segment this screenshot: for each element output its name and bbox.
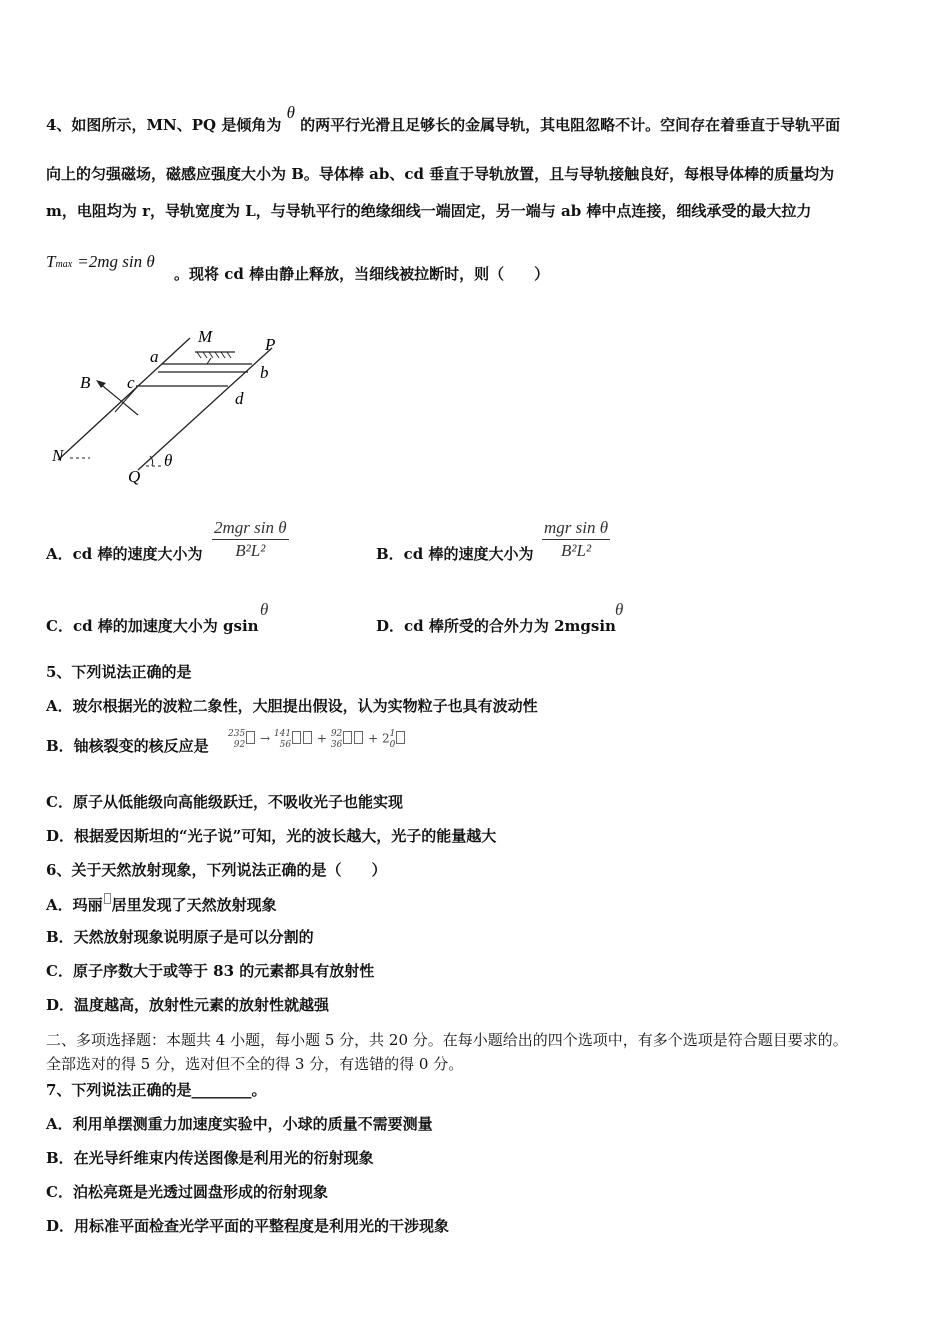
label-theta: θ [164, 451, 173, 470]
q6-option-a-part: 居里发现了天然放射现象 [111, 896, 277, 914]
arrow-glyph: → [260, 731, 271, 746]
formula-eq: =2mg sin θ [77, 252, 155, 271]
q4-stem-part: 的两平行光滑且足够长的金属导轨，其电阻忽略不计。空间存在着垂直于导轨平面 [300, 116, 841, 134]
label-a: a [150, 347, 159, 366]
rail-pq [138, 348, 272, 470]
fraction-denominator: B²L² [561, 541, 592, 560]
missing-glyph [104, 893, 111, 904]
q6-option-d[interactable]: D．温度越高，放射性元素的放射性就越强 [46, 996, 330, 1014]
q7-stem: 7、下列说法正确的是________。 [46, 1081, 267, 1099]
q4-stem-line2: 向上的匀强磁场，磁感应强度大小为 B。导体棒 ab、cd 垂直于导轨放置，且与导轨接触良好，每根导体棒的质量均为 [46, 165, 835, 183]
q6-option-c[interactable]: C．原子序数大于或等于 83 的元素都具有放射性 [46, 962, 375, 980]
fraction-denominator: B²L² [235, 541, 266, 560]
label-P: P [265, 335, 276, 354]
element-glyph [303, 731, 312, 744]
q5-option-a[interactable]: A．玻尔根据光的波粒二象性，大胆提出假设，认为实物粒子也具有波动性 [46, 697, 538, 715]
q4-stem-line1 [46, 103, 841, 135]
q4-option-d[interactable]: D．cd 棒所受的合外力为 2mgsin [376, 617, 616, 635]
q5-stem: 5、下列说法正确的是 [46, 663, 192, 681]
q4-stem-line3: m，电阻均为 r，导轨宽度为 L，与导轨平行的绝缘细线一端固定，另一端与 ab 棒中点连接，细线承受的最大拉力 [46, 202, 812, 220]
theta-symbol: θ [286, 103, 295, 122]
element-glyph [343, 731, 352, 744]
q5-option-b-label: B．铀核裂变的核反应是 [46, 737, 209, 755]
plus-glyph: + 2 [368, 731, 390, 746]
plus-glyph: + [316, 731, 327, 746]
q7-option-a[interactable]: A．利用单摆测重力加速度实验中，小球的质量不需要测量 [46, 1115, 433, 1133]
atomic-number: 56 [279, 740, 292, 750]
q4-option-c[interactable]: C．cd 棒的加速度大小为 gsin [46, 617, 259, 635]
atomic-number: 36 [330, 740, 343, 750]
element-glyph [354, 731, 363, 744]
section2-heading-line1: 二、多项选择题：本题共 4 小题，每小题 5 分，共 20 分。在每小题给出的四个选项中，有多个选项是符合题目要求的。 [46, 1031, 848, 1049]
label-b: b [260, 363, 269, 382]
string [207, 358, 211, 364]
formula-T: T [46, 252, 56, 271]
atomic-number: 92 [233, 740, 246, 750]
nuclear-equation [228, 728, 406, 750]
q4-stem-line4: 。现将 cd 棒由静止释放，当细线被拉断时，则（ ） [174, 265, 550, 283]
q7-option-c[interactable]: C．泊松亮斑是光透过圆盘形成的衍射现象 [46, 1183, 328, 1201]
label-N: N [52, 446, 64, 465]
label-B: B [80, 373, 91, 392]
rail-diagram [40, 320, 300, 490]
formula-max: max [55, 259, 73, 270]
q7-option-b[interactable]: B．在光导纤维束内传送图像是利用光的衍射现象 [46, 1149, 374, 1167]
label-c: c [127, 373, 135, 392]
q6-option-a[interactable] [46, 893, 277, 915]
q4-option-a[interactable]: A．cd 棒的速度大小为 [46, 545, 203, 563]
q4-formula-tmax [46, 252, 155, 272]
rail-mn [58, 338, 190, 460]
element-glyph [292, 731, 301, 744]
label-d: d [235, 389, 244, 408]
q4-option-b-fraction [542, 518, 610, 561]
mass-number: 141 [273, 729, 292, 739]
q6-stem: 6、关于天然放射现象，下列说法正确的是（ ） [46, 861, 387, 879]
element-glyph [246, 731, 255, 744]
q5-option-c[interactable]: C．原子从低能级向高能级跃迁，不吸收光子也能实现 [46, 793, 403, 811]
label-M: M [198, 327, 213, 346]
q4-stem-part: 4、如图所示，MN、PQ 是倾角为 [46, 116, 282, 134]
mass-number: 92 [330, 729, 343, 739]
element-glyph [396, 731, 405, 744]
q5-option-b[interactable] [46, 736, 209, 756]
fraction-bar [212, 539, 289, 540]
mass-number: 235 [228, 729, 246, 739]
q7-option-d[interactable]: D．用标准平面检查光学平面的平整程度是利用光的干涉现象 [46, 1217, 450, 1235]
q4-option-d-theta: θ [615, 600, 624, 619]
fraction-bar [542, 539, 610, 540]
q4-option-b[interactable]: B．cd 棒的速度大小为 [376, 545, 534, 563]
label-Q: Q [128, 467, 141, 486]
fraction-numerator: 2mgr sin θ [214, 518, 287, 537]
atomic-number: 0 [389, 740, 396, 750]
q5-option-d[interactable]: D．根据爱因斯坦的“光子说”可知，光的波长越大，光子的能量越大 [46, 827, 497, 845]
fraction-numerator: mgr sin θ [544, 518, 609, 537]
q4-option-a-fraction [212, 518, 289, 561]
section2-heading-line2: 全部选对的得 5 分，选对但不全的得 3 分，有选错的得 0 分。 [46, 1055, 464, 1073]
q6-option-b[interactable]: B．天然放射现象说明原子是可以分割的 [46, 928, 314, 946]
q6-option-a-part: A．玛丽 [46, 896, 103, 914]
q4-option-c-theta: θ [260, 600, 269, 619]
mass-number: 1 [389, 729, 396, 739]
